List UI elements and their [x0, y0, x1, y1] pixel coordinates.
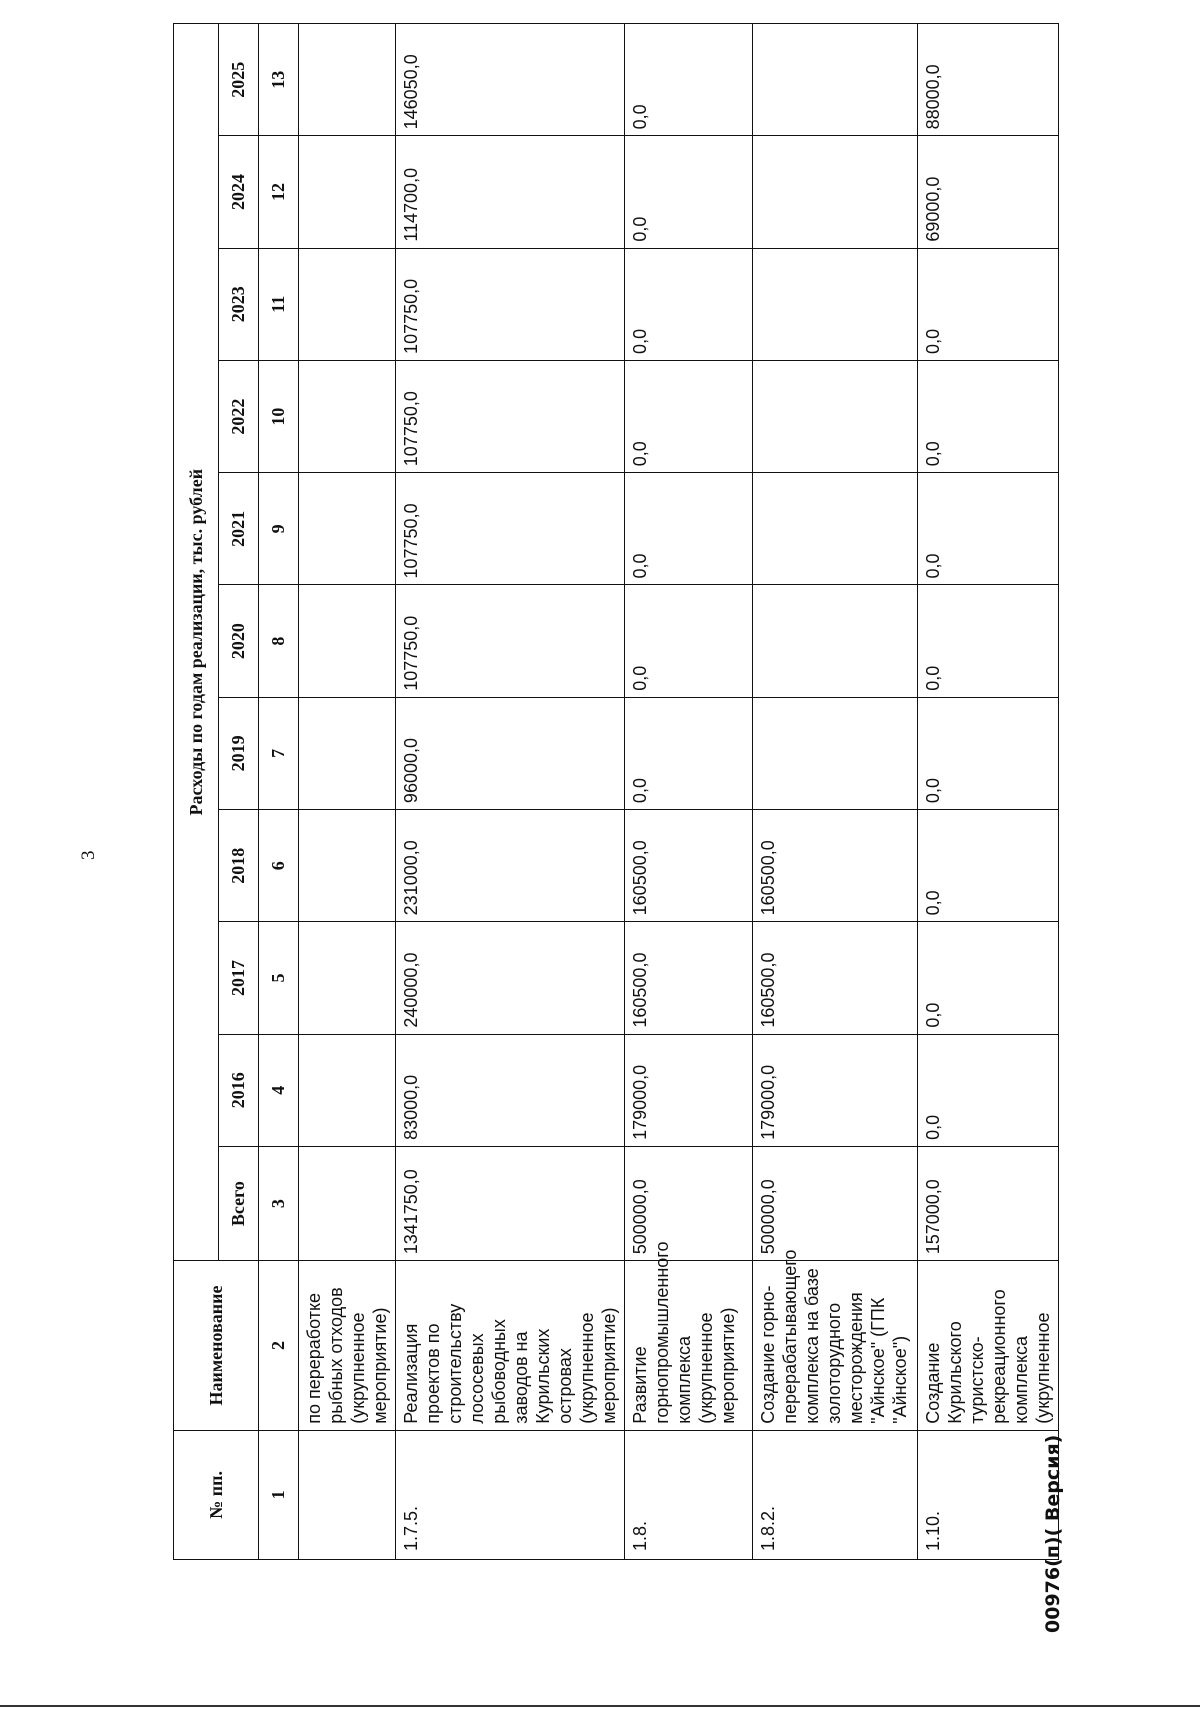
header-year: 2016 [219, 1034, 259, 1146]
value-year: 88000,0 [918, 24, 1059, 136]
header-expenses-group: Расходы по годам реализации, тыс. рублей [174, 24, 219, 1261]
value-year: 0,0 [918, 810, 1059, 922]
value-year: 0,0 [625, 24, 753, 136]
value-year: 107750,0 [396, 248, 625, 360]
value-year [299, 248, 396, 360]
value-year [753, 136, 918, 248]
table-row [299, 24, 396, 1560]
header-year: 2019 [219, 697, 259, 809]
column-number: 2 [259, 1261, 299, 1430]
value-year [299, 360, 396, 472]
value-year: 0,0 [918, 248, 1059, 360]
row-name: Создание Курильского туристско-рекреационного комплекса (укрупненное [918, 1261, 1059, 1430]
value-year: 69000,0 [918, 136, 1059, 248]
value-year: 83000,0 [396, 1034, 625, 1146]
column-number: 7 [259, 697, 299, 809]
header-year: 2021 [219, 473, 259, 585]
scan-edge-line [0, 1706, 1200, 1708]
table-row [753, 24, 918, 1560]
row-name: Создание горно-перерабатывающего комплекса на базе золоторудного месторождения "Айнское" (ГПК "Айнское") [753, 1261, 918, 1430]
footer-code: 00976(п)( Версия) [1042, 1434, 1064, 1633]
header-number: № пп. [174, 1430, 259, 1559]
column-number: 5 [259, 922, 299, 1034]
column-number: 8 [259, 585, 299, 697]
value-total: 1341750,0 [396, 1146, 625, 1260]
column-number: 9 [259, 473, 299, 585]
value-year [753, 248, 918, 360]
value-year: 0,0 [918, 585, 1059, 697]
row-number [299, 1430, 396, 1559]
row-number: 1.8. [625, 1430, 753, 1559]
value-year: 240000,0 [396, 922, 625, 1034]
column-numbers-row [259, 24, 299, 1560]
row-number: 1.7.5. [396, 1430, 625, 1559]
value-year: 0,0 [918, 1034, 1059, 1146]
value-year [299, 922, 396, 1034]
value-year: 107750,0 [396, 473, 625, 585]
value-year [753, 585, 918, 697]
value-year: 0,0 [625, 136, 753, 248]
value-year [753, 24, 918, 136]
value-year: 0,0 [918, 697, 1059, 809]
header-year: 2025 [219, 24, 259, 136]
expenses-table [173, 23, 1059, 1560]
column-number: 3 [259, 1146, 299, 1260]
header-year: 2017 [219, 922, 259, 1034]
value-year: 0,0 [625, 585, 753, 697]
value-year [753, 697, 918, 809]
row-name: Реализация проектов по строительству лососевых рыбоводных заводов на Курильских островах (укрупненное мероприятие) [396, 1261, 625, 1430]
table-row [396, 24, 625, 1560]
value-year: 160500,0 [625, 810, 753, 922]
header-year: 2018 [219, 810, 259, 922]
header-year: 2020 [219, 585, 259, 697]
column-number: 1 [259, 1430, 299, 1559]
page-number: 3 [78, 850, 99, 860]
value-total: 157000,0 [918, 1146, 1059, 1260]
header-year: 2022 [219, 360, 259, 472]
value-year: 179000,0 [625, 1034, 753, 1146]
value-year [299, 24, 396, 136]
value-year: 107750,0 [396, 360, 625, 472]
column-number: 11 [259, 248, 299, 360]
header-year: 2024 [219, 136, 259, 248]
value-year: 160500,0 [753, 922, 918, 1034]
value-year: 0,0 [918, 360, 1059, 472]
value-year: 0,0 [918, 922, 1059, 1034]
value-year: 146050,0 [396, 24, 625, 136]
table-row [918, 24, 1059, 1560]
value-year: 0,0 [625, 697, 753, 809]
header-total: Всего [219, 1146, 259, 1260]
value-year: 96000,0 [396, 697, 625, 809]
value-year: 0,0 [625, 360, 753, 472]
value-year: 114700,0 [396, 136, 625, 248]
value-year [299, 473, 396, 585]
header-year: 2023 [219, 248, 259, 360]
value-year: 231000,0 [396, 810, 625, 922]
row-name: Развитие горнопромышленного комплекса (укрупненное мероприятие) [625, 1261, 753, 1430]
value-year [299, 697, 396, 809]
value-total: 500000,0 [753, 1146, 918, 1260]
row-number: 1.8.2. [753, 1430, 918, 1559]
value-year: 0,0 [625, 248, 753, 360]
column-number: 12 [259, 136, 299, 248]
value-year: 0,0 [918, 473, 1059, 585]
value-year [299, 810, 396, 922]
value-year [753, 473, 918, 585]
value-year: 160500,0 [625, 922, 753, 1034]
value-year: 160500,0 [753, 810, 918, 922]
value-total: 500000,0 [625, 1146, 753, 1260]
table-row [625, 24, 753, 1560]
value-year [299, 585, 396, 697]
row-number: 1.10. [918, 1430, 1059, 1559]
value-year: 107750,0 [396, 585, 625, 697]
value-year: 179000,0 [753, 1034, 918, 1146]
value-year [299, 1034, 396, 1146]
column-number: 6 [259, 810, 299, 922]
value-total [299, 1146, 396, 1260]
header-name: Наименование [174, 1261, 259, 1430]
value-year [753, 360, 918, 472]
value-year [299, 136, 396, 248]
row-name: по переработке рыбных отходов (укрупненное мероприятие) [299, 1261, 396, 1430]
column-number: 13 [259, 24, 299, 136]
column-number: 4 [259, 1034, 299, 1146]
column-number: 10 [259, 360, 299, 472]
value-year: 0,0 [625, 473, 753, 585]
